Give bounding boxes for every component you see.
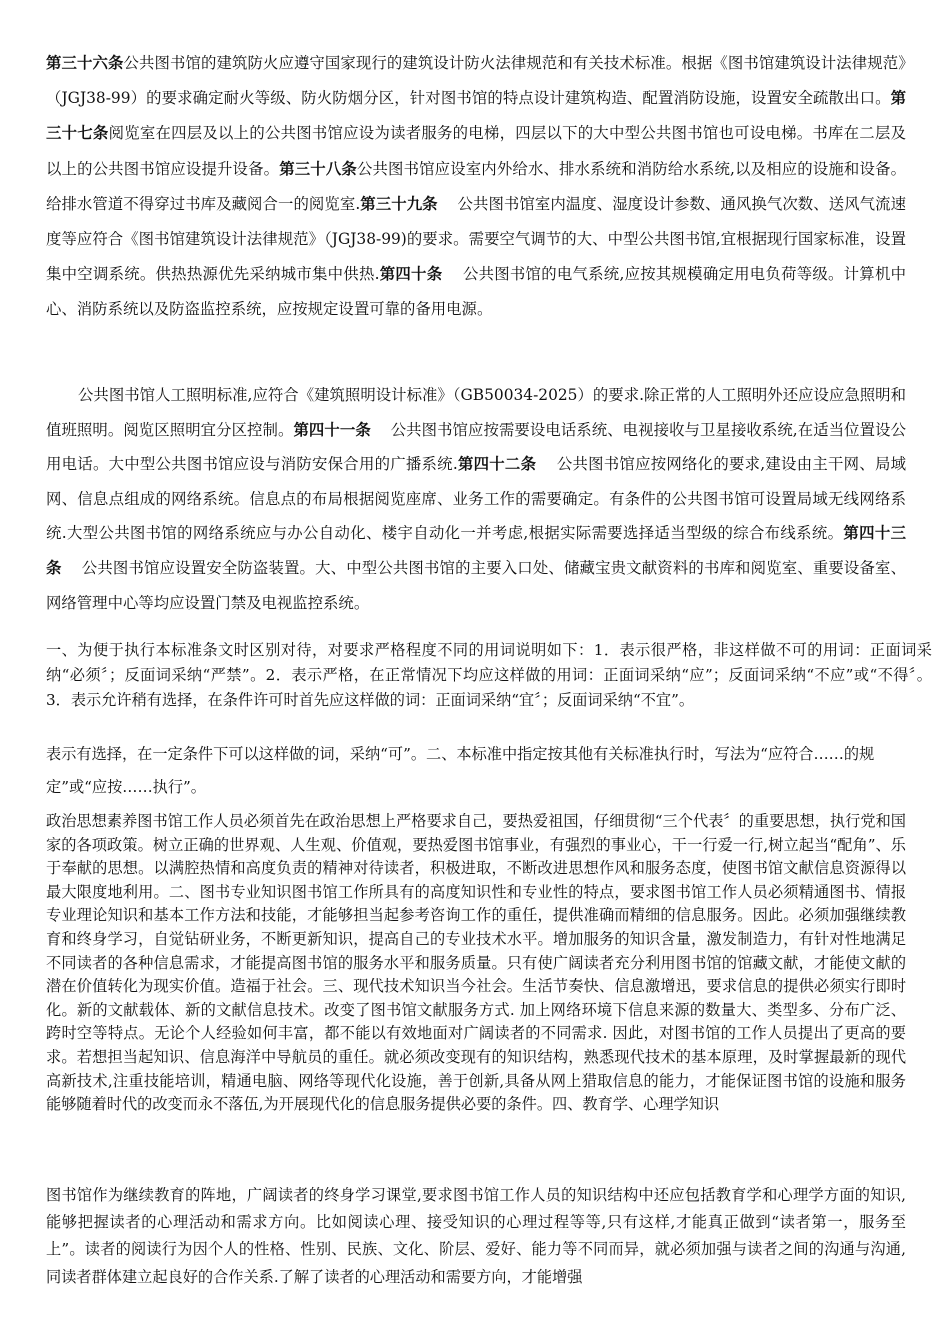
article-text-36: 公共图书馆的建筑防火应遵守国家现行的建筑设计防火法律规范和有关技术标准。根据《图书馆建筑设计法律规范》（JGJ38-99）的要求确定耐火等级、防火防烟分区，针对图书馆的特点设计建筑构造、配置消防设施，设置安全疏散出口。 bbox=[46, 54, 906, 108]
article-heading-42: 第四十二条 bbox=[457, 455, 537, 474]
articles-36-40-paragraph bbox=[46, 46, 906, 328]
article-text-42: 公共图书馆应按网络化的要求,建设由主干网、局域网、信息点组成的网络系统。信息点的布局根据阅览座席、业务工作的需要确定。有条件的公共图书馆可设置局域无线网络系统.大型公共图书馆的网络系统应与办公自动化、楼宇自动化一并考虑,根据实际需要选择适当型级的综合布线系统。 bbox=[46, 455, 906, 543]
article-heading-38: 第三十八条 bbox=[279, 159, 357, 178]
article-text-39: 公共图书馆室内温度、湿度设计参数、通风换气次数、送风气流速度等应符合《图书馆建筑设计法律规范》（JGJ38-99)的要求。需要空气调节的大、中型公共图书馆,宜根据现行国家标准，设置集中空调系统。供热热源优先采纳城市集中供热. bbox=[46, 194, 906, 284]
article-heading-39: 第三十九条 bbox=[360, 194, 438, 213]
article-text-40: 公共图书馆的电气系统,应按其规模确定用电负荷等级。计算机中心、消防系统以及防盗监控系统，应按规定设置可靠的备用电源。 bbox=[46, 265, 906, 319]
article-heading-37: 第三十七条 bbox=[46, 89, 906, 143]
article-text-38: 公共图书馆应设室内外给水、排水系统和消防给水系统,以及相应的设施和设备。给排水管道不得穿过书库及藏阅合一的阅览室. bbox=[46, 159, 906, 213]
education-psychology-paragraph: 图书馆作为继续教育的阵地，广阔读者的终身学习课堂,要求图书馆工作人员的知识结构中还应包括教育学和心理学方面的知识,能够把握读者的心理活动和需求方向。比如阅读心理、接受知识的心理过程等等,只有这样,才能真正做到“读者第一，服务至上”。读者的阅读行为因个人的性格、性别、民族、文化、阶层、爱好、能力等不同而异，就必须加强与读者之间的沟通与沟通,同读者群体建立起良好的合作关系.了解了读者的心理活动和需要方向，才能增强 bbox=[46, 1186, 906, 1286]
lighting-text: 公共图书馆人工照明标准,应符合《建筑照明设计标准》（GB50034-2025）的要求.除正常的人工照明外还应设应急照明和值班照明。阅览区照明宜分区控制。 bbox=[46, 386, 906, 439]
article-heading-36: 第三十六条 bbox=[46, 54, 124, 72]
wording-explanation-paragraph: 一、为便于执行本标准条文时区别对待，对要求严格程度不同的用词说明如下：1．表示很严格，非这样做不可的用词：正面词采纳“必须〞；反面词采纳“严禁”。2．表示严格，在正常情况下均应这样做的用词：正面词采纳“应”；反面词采纳“不应”或“不得〞。3．表示允许稍有选择，在条件许可时首先应这样做的词：正面词采纳“宜〞；反面词采纳“不宜”。 bbox=[46, 641, 932, 709]
articles-41-43-paragraph bbox=[46, 378, 906, 620]
wording-continuation-paragraph: 表示有选择，在一定条件下可以这样做的词，采纳“可”。二、本标准中指定按其他有关标准执行时，写法为“应符合……的规定”或“应按……执行”。 bbox=[46, 745, 875, 796]
article-text-41: 公共图书馆应按需要设电话系统、电视接收与卫星接收系统,在适当位置设公用电话。大中型公共图书馆应设与消防安保合用的广播系统. bbox=[46, 420, 906, 474]
article-text-37: 阅览室在四层及以上的公共图书馆应设为读者服务的电梯，四层以下的大中型公共图书馆也可设电梯。书库在二层及以上的公共图书馆应设提升设备。 bbox=[46, 124, 906, 178]
staff-qualities-paragraph: 政治思想素养图书馆工作人员必须首先在政治思想上严格要求自己，要热爱祖国，仔细贯彻“三个代表〞的重要思想，执行党和国家的各项政策。树立正确的世界观、人生观、价值观，要热爱图书馆事业，有强烈的事业心，干一行爱一行,树立起当“配角”、乐于奉献的思想。以满腔热情和高度负责的精神对待读者，积极进取，不断改进思想作风和服务态度，使图书馆文献信息资源得以最大限度地利用。二、图书专业知识图书馆工作所具有的高度知识性和专业性的特点，要求图书馆工作人员必须精通图书、情报专业理论知识和基本工作方法和技能，才能够担当起参考咨询工作的重任，提供准确而精细的信息服务。因此。必须加强继续教育和终身学习，自觉钻研业务，不断更新知识，提高自己的专业技术水平。增加服务的知识含量，激发制造力，有针对性地满足不同读者的各种信息需求，才能提高图书馆的服务水平和服务质量。只有使广阔读者充分利用图书馆的馆藏文献，才能使文献的潜在价值转化为现实价值。造福于社会。三、现代技术知识当今社会。生活节奏快、信息激增迅，要求信息的提供必须实行即时化。新的文献载体、新的文献信息技术。改变了图书馆文献服务方式. 加上网络环境下信息来源的数量大、类型多、分布广泛、跨时空等特点。无论个人经验如何丰富，都不能以有效地面对广阔读者的不同需求. 因此，对图书馆的工作人员提出了更高的要求。若想担当起知识、信息海洋中导航员的重任。就必须改变现有的知识结构，熟悉现代技术的基本原理，及时掌握最新的现代高新技术,注重技能培训，精通电脑、网络等现代化设施，善于创新,具备从网上猎取信息的能力，才能保证图书馆的设施和服务能够随着时代的改变而永不落伍,为开展现代化的信息服务提供必要的条件。四、教育学、心理学知识 bbox=[46, 812, 906, 1114]
article-heading-43: 第四十三条 bbox=[46, 524, 906, 577]
article-heading-40: 第四十条 bbox=[379, 265, 443, 284]
article-heading-41: 第四十一条 bbox=[293, 420, 371, 439]
article-text-43: 公共图书馆应设置安全防盗装置。大、中型公共图书馆的主要入口处、储藏宝贵文献资料的书库和阅览室、重要设备室、网络管理中心等均应设置门禁及电视监控系统。 bbox=[46, 558, 906, 612]
